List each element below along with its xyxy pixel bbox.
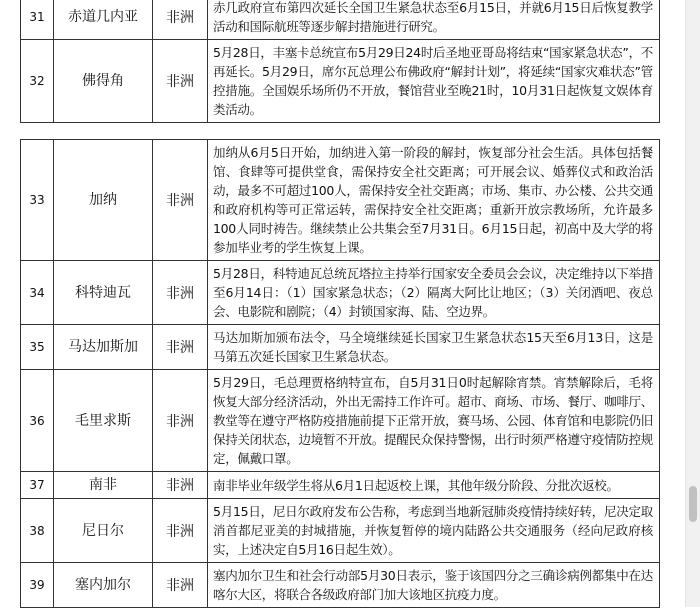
region-name: 非洲 [153, 563, 208, 608]
table-row [21, 0, 660, 40]
measure-text: 5月28日，科特迪瓦总统瓦塔拉主持举行国家安全委员会会议，决定维持以下举措至6月14日：（1）国家紧急状态；（2）隔离大阿比让地区；（3）关闭酒吧、夜总会、电影院和剧院；（4）封锁国家海、陆、空边界。 [208, 261, 660, 325]
row-number: 34 [21, 261, 54, 325]
row-number: 31 [21, 0, 54, 40]
country-name: 毛里求斯 [54, 370, 153, 472]
table-row [21, 563, 660, 608]
table-row [21, 472, 660, 499]
row-number: 32 [21, 40, 54, 123]
region-name: 非洲 [153, 325, 208, 370]
table-row [21, 140, 660, 261]
table-row [21, 261, 660, 325]
row-number: 38 [21, 499, 54, 563]
table-row [21, 40, 660, 123]
measures-table-top [20, 0, 660, 123]
country-name: 马达加斯加 [54, 325, 153, 370]
country-name: 塞内加尔 [54, 563, 153, 608]
measure-text: 加纳从6月5日开始，加纳进入第一阶段的解封，恢复部分社会生活。具体包括餐馆、食肆等可提供堂食，需保持安全社交距离；可开展会议、婚葬仪式和政治活动，最多不可超过100人，需保持安全社交距离；市场、集市、办公楼、公共交通和政府机构等可正常运转，需保持安全社交距离；重新开放宗教场所，允许最多100人同时祷告。继续禁止公共集会至7月31日。6月15日起，初高中及大学的将参加毕业考的学生恢复上课。 [208, 140, 660, 261]
table-row [21, 370, 660, 472]
measure-text: 塞内加尔卫生和社会行动部5月30日表示，鉴于该国四分之三确诊病例都集中在达喀尔大区，将联合各级政府部门加大该地区抗疫力度。 [208, 563, 660, 608]
measures-table-bottom [20, 139, 660, 608]
row-number: 37 [21, 472, 54, 499]
region-name: 非洲 [153, 40, 208, 123]
region-name: 非洲 [153, 0, 208, 40]
row-number: 33 [21, 140, 54, 261]
vertical-scrollbar[interactable] [685, 0, 700, 607]
country-name: 尼日尔 [54, 499, 153, 563]
measure-text: 赤几政府宣布第四次延长全国卫生紧急状态至6月15日，并就6月15日后恢复教学活动和国际航班等逐步解封措施进行研究。 [208, 0, 660, 40]
region-name: 非洲 [153, 261, 208, 325]
row-number: 35 [21, 325, 54, 370]
country-name: 科特迪瓦 [54, 261, 153, 325]
measure-text: 5月28日，丰塞卡总统宣布5月29日24时后圣地亚哥岛将结束“国家紧急状态”，不再延长。5月29日，席尔瓦总理公布佛政府“解封计划”，将延续“国家灾难状态”管控措施。全国娱乐场所仍不开放，餐馆营业至晚21时，10月31日起恢复文娱体育类活动。 [208, 40, 660, 123]
measure-text: 5月15日，尼日尔政府发布公告称，考虑到当地新冠肺炎疫情持续好转，尼决定取消首都尼亚美的封城措施，并恢复暂停的境内陆路公共交通服务（经向尼政府核实，上述决定自5月16日起生效）。 [208, 499, 660, 563]
measure-text: 马达加斯加颁布法令，马全境继续延长国家卫生紧急状态15天至6月13日，这是马第五次延长国家卫生紧急状态。 [208, 325, 660, 370]
country-name: 南非 [54, 472, 153, 499]
row-number: 39 [21, 563, 54, 608]
region-name: 非洲 [153, 370, 208, 472]
country-name: 赤道几内亚 [54, 0, 153, 40]
measure-text: 5月29日，毛总理贾格纳特宣布，自5月31日0时起解除宵禁。宵禁解除后，毛将恢复大部分经济活动，外出无需持工作许可。超市、商场、市场、餐厅、咖啡厅、教堂等在遵守严格防疫措施前提下正常开放，赛马场、公园、体育馆和电影院仍旧保持关闭状态，边境暂不开放。提醒民众保持警惕，出行时须严格遵守疫情防控规定，佩戴口罩。 [208, 370, 660, 472]
country-name: 佛得角 [54, 40, 153, 123]
region-name: 非洲 [153, 140, 208, 261]
region-name: 非洲 [153, 472, 208, 499]
measure-text: 南非毕业年级学生将从6月1日起返校上课，其他年级分阶段、分批次返校。 [208, 472, 660, 499]
row-number: 36 [21, 370, 54, 472]
table-row [21, 499, 660, 563]
table-row [21, 325, 660, 370]
scrollbar-thumb[interactable] [689, 486, 697, 522]
country-name: 加纳 [54, 140, 153, 261]
region-name: 非洲 [153, 499, 208, 563]
